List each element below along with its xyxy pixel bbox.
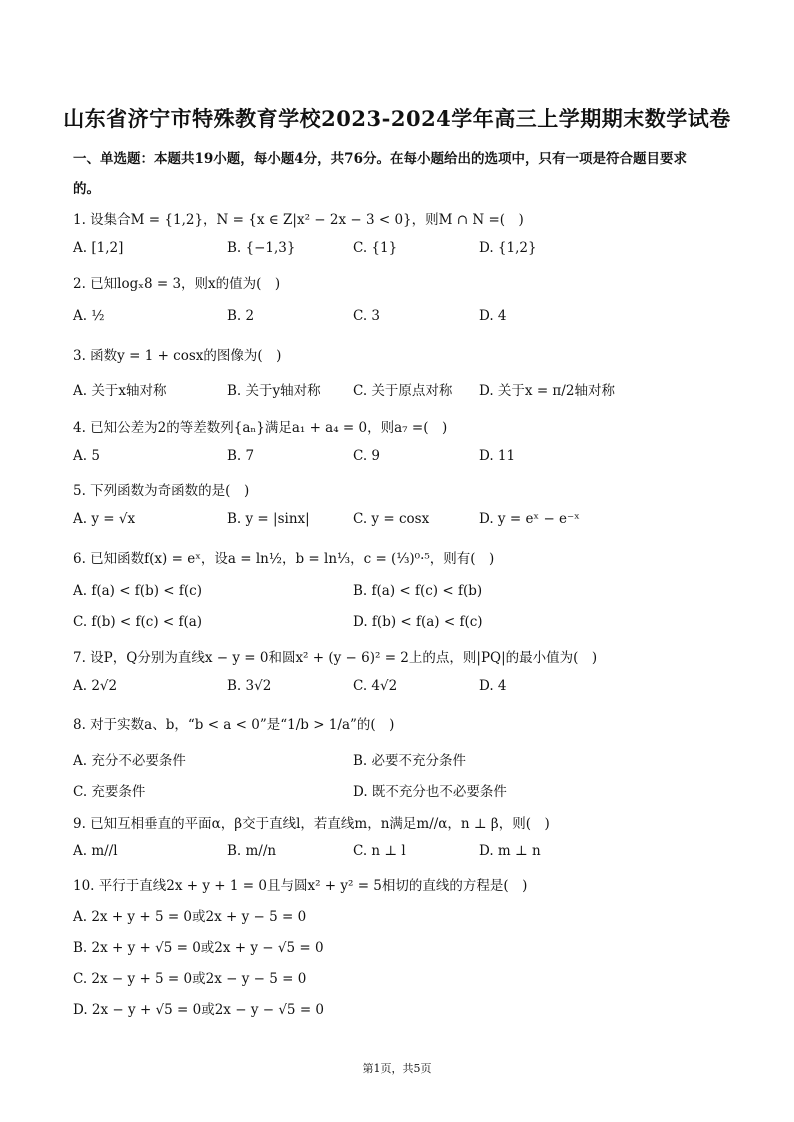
option-d: D. 4 — [479, 308, 507, 324]
option-c: C. 3 — [353, 308, 381, 324]
option-a: A. ½ — [73, 308, 105, 324]
option-c: C. f(b) < f(c) < f(a) — [73, 614, 203, 630]
question-8-options-row-1 — [73, 749, 753, 767]
question-2-stem: 2. 已知logₓ8 = 3，则x的值为( ) — [73, 276, 281, 292]
option-d: D. y = eˣ − e⁻ˣ — [479, 511, 580, 527]
option-d: D. 既不充分也不必要条件 — [353, 784, 507, 800]
question-4-stem: 4. 已知公差为2的等差数列{aₙ}满足a₁ + a₄ = 0，则a₇ =( ) — [73, 420, 448, 436]
option-b: B. 2 — [227, 308, 255, 324]
option-a: A. 充分不必要条件 — [73, 753, 186, 769]
section-heading-line-1: 一、单选题：本题共19小题，每小题4分，共76分。在每小题给出的选项中，只有一项是符合题目要求 — [73, 151, 687, 167]
question-3-stem: 3. 函数y = 1 + cosx的图像为( ) — [73, 348, 282, 364]
option-b: B. 关于y轴对称 — [227, 383, 321, 399]
option-b: B. 2x + y + √5 = 0或2x + y − √5 = 0 — [73, 940, 324, 956]
option-a: A. y = √x — [73, 511, 136, 527]
option-a: A. [1,2] — [73, 240, 124, 256]
question-8-stem: 8. 对于实数a、b，“b < a < 0”是“1/b > 1/a”的( ) — [73, 717, 395, 733]
page-footer: 第1页，共5页 — [362, 1062, 432, 1075]
option-d: D. f(b) < f(a) < f(c) — [353, 614, 483, 630]
question-5-options — [73, 511, 753, 529]
question-6-stem: 6. 已知函数f(x) = eˣ，设a = ln½，b = ln⅓，c = (⅓)⁰·⁵，则有( ) — [73, 551, 495, 567]
question-2-options — [73, 308, 753, 326]
option-b: B. f(a) < f(c) < f(b) — [353, 583, 483, 599]
question-10-option-b-row — [73, 936, 753, 954]
question-9-options — [73, 843, 753, 861]
page-title: 山东省济宁市特殊教育学校2023-2024学年高三上学期期末数学试卷 — [63, 106, 731, 131]
option-c: C. 4√2 — [353, 678, 398, 694]
question-10-option-d-row — [73, 998, 753, 1016]
question-6-options-row-1 — [73, 583, 753, 601]
option-a: A. 2x + y + 5 = 0或2x + y − 5 = 0 — [73, 909, 307, 925]
option-a: A. m//l — [73, 843, 118, 859]
question-5-stem: 5. 下列函数为奇函数的是( ) — [73, 483, 250, 499]
question-7-stem: 7. 设P，Q分别为直线x − y = 0和圆x² + (y − 6)² = 2上的点，则|PQ|的最小值为( ) — [73, 650, 598, 666]
question-3-options — [73, 379, 753, 397]
option-c: C. 2x − y + 5 = 0或2x − y − 5 = 0 — [73, 971, 307, 987]
option-b: B. 必要不充分条件 — [353, 753, 467, 769]
option-d: D. 11 — [479, 448, 516, 464]
option-a: A. f(a) < f(b) < f(c) — [73, 583, 202, 599]
option-a: A. 关于x轴对称 — [73, 383, 167, 399]
option-b: B. 3√2 — [227, 678, 272, 694]
option-d: D. 4 — [479, 678, 507, 694]
option-c: C. {1} — [353, 240, 398, 256]
question-4-options — [73, 448, 753, 466]
question-10-stem: 10. 平行于直线2x + y + 1 = 0且与圆x² + y² = 5相切的直线的方程是( ) — [73, 878, 528, 894]
option-c: C. 9 — [353, 448, 381, 464]
option-a: A. 5 — [73, 448, 100, 464]
option-c: C. 充要条件 — [73, 784, 146, 800]
option-d: D. 2x − y + √5 = 0或2x − y − √5 = 0 — [73, 1002, 325, 1018]
option-b: B. y = |sinx| — [227, 511, 310, 527]
question-7-options — [73, 678, 753, 696]
section-heading-line-2: 的。 — [73, 181, 100, 197]
option-b: B. 7 — [227, 448, 255, 464]
question-10-option-a-row — [73, 905, 753, 923]
option-d: D. {1,2} — [479, 240, 537, 256]
option-d: D. m ⊥ n — [479, 843, 541, 859]
option-c: C. y = cosx — [353, 511, 430, 527]
option-c: C. n ⊥ l — [353, 843, 406, 859]
option-b: B. {−1,3} — [227, 240, 296, 256]
question-1-stem: 1. 设集合M = {1,2}，N = {x ∈ Z|x² − 2x − 3 < 0}，则M ∩ N =( ) — [73, 212, 524, 228]
option-b: B. m//n — [227, 843, 277, 859]
question-6-options-row-2 — [73, 614, 753, 632]
question-8-options-row-2 — [73, 780, 753, 798]
option-c: C. 关于原点对称 — [353, 383, 453, 399]
question-10-option-c-row — [73, 967, 753, 985]
option-d: D. 关于x = π/2轴对称 — [479, 383, 615, 399]
question-9-stem: 9. 已知互相垂直的平面α，β交于直线l，若直线m，n满足m//α，n ⊥ β，则( ) — [73, 816, 550, 832]
option-a: A. 2√2 — [73, 678, 118, 694]
question-1-options — [73, 240, 753, 258]
